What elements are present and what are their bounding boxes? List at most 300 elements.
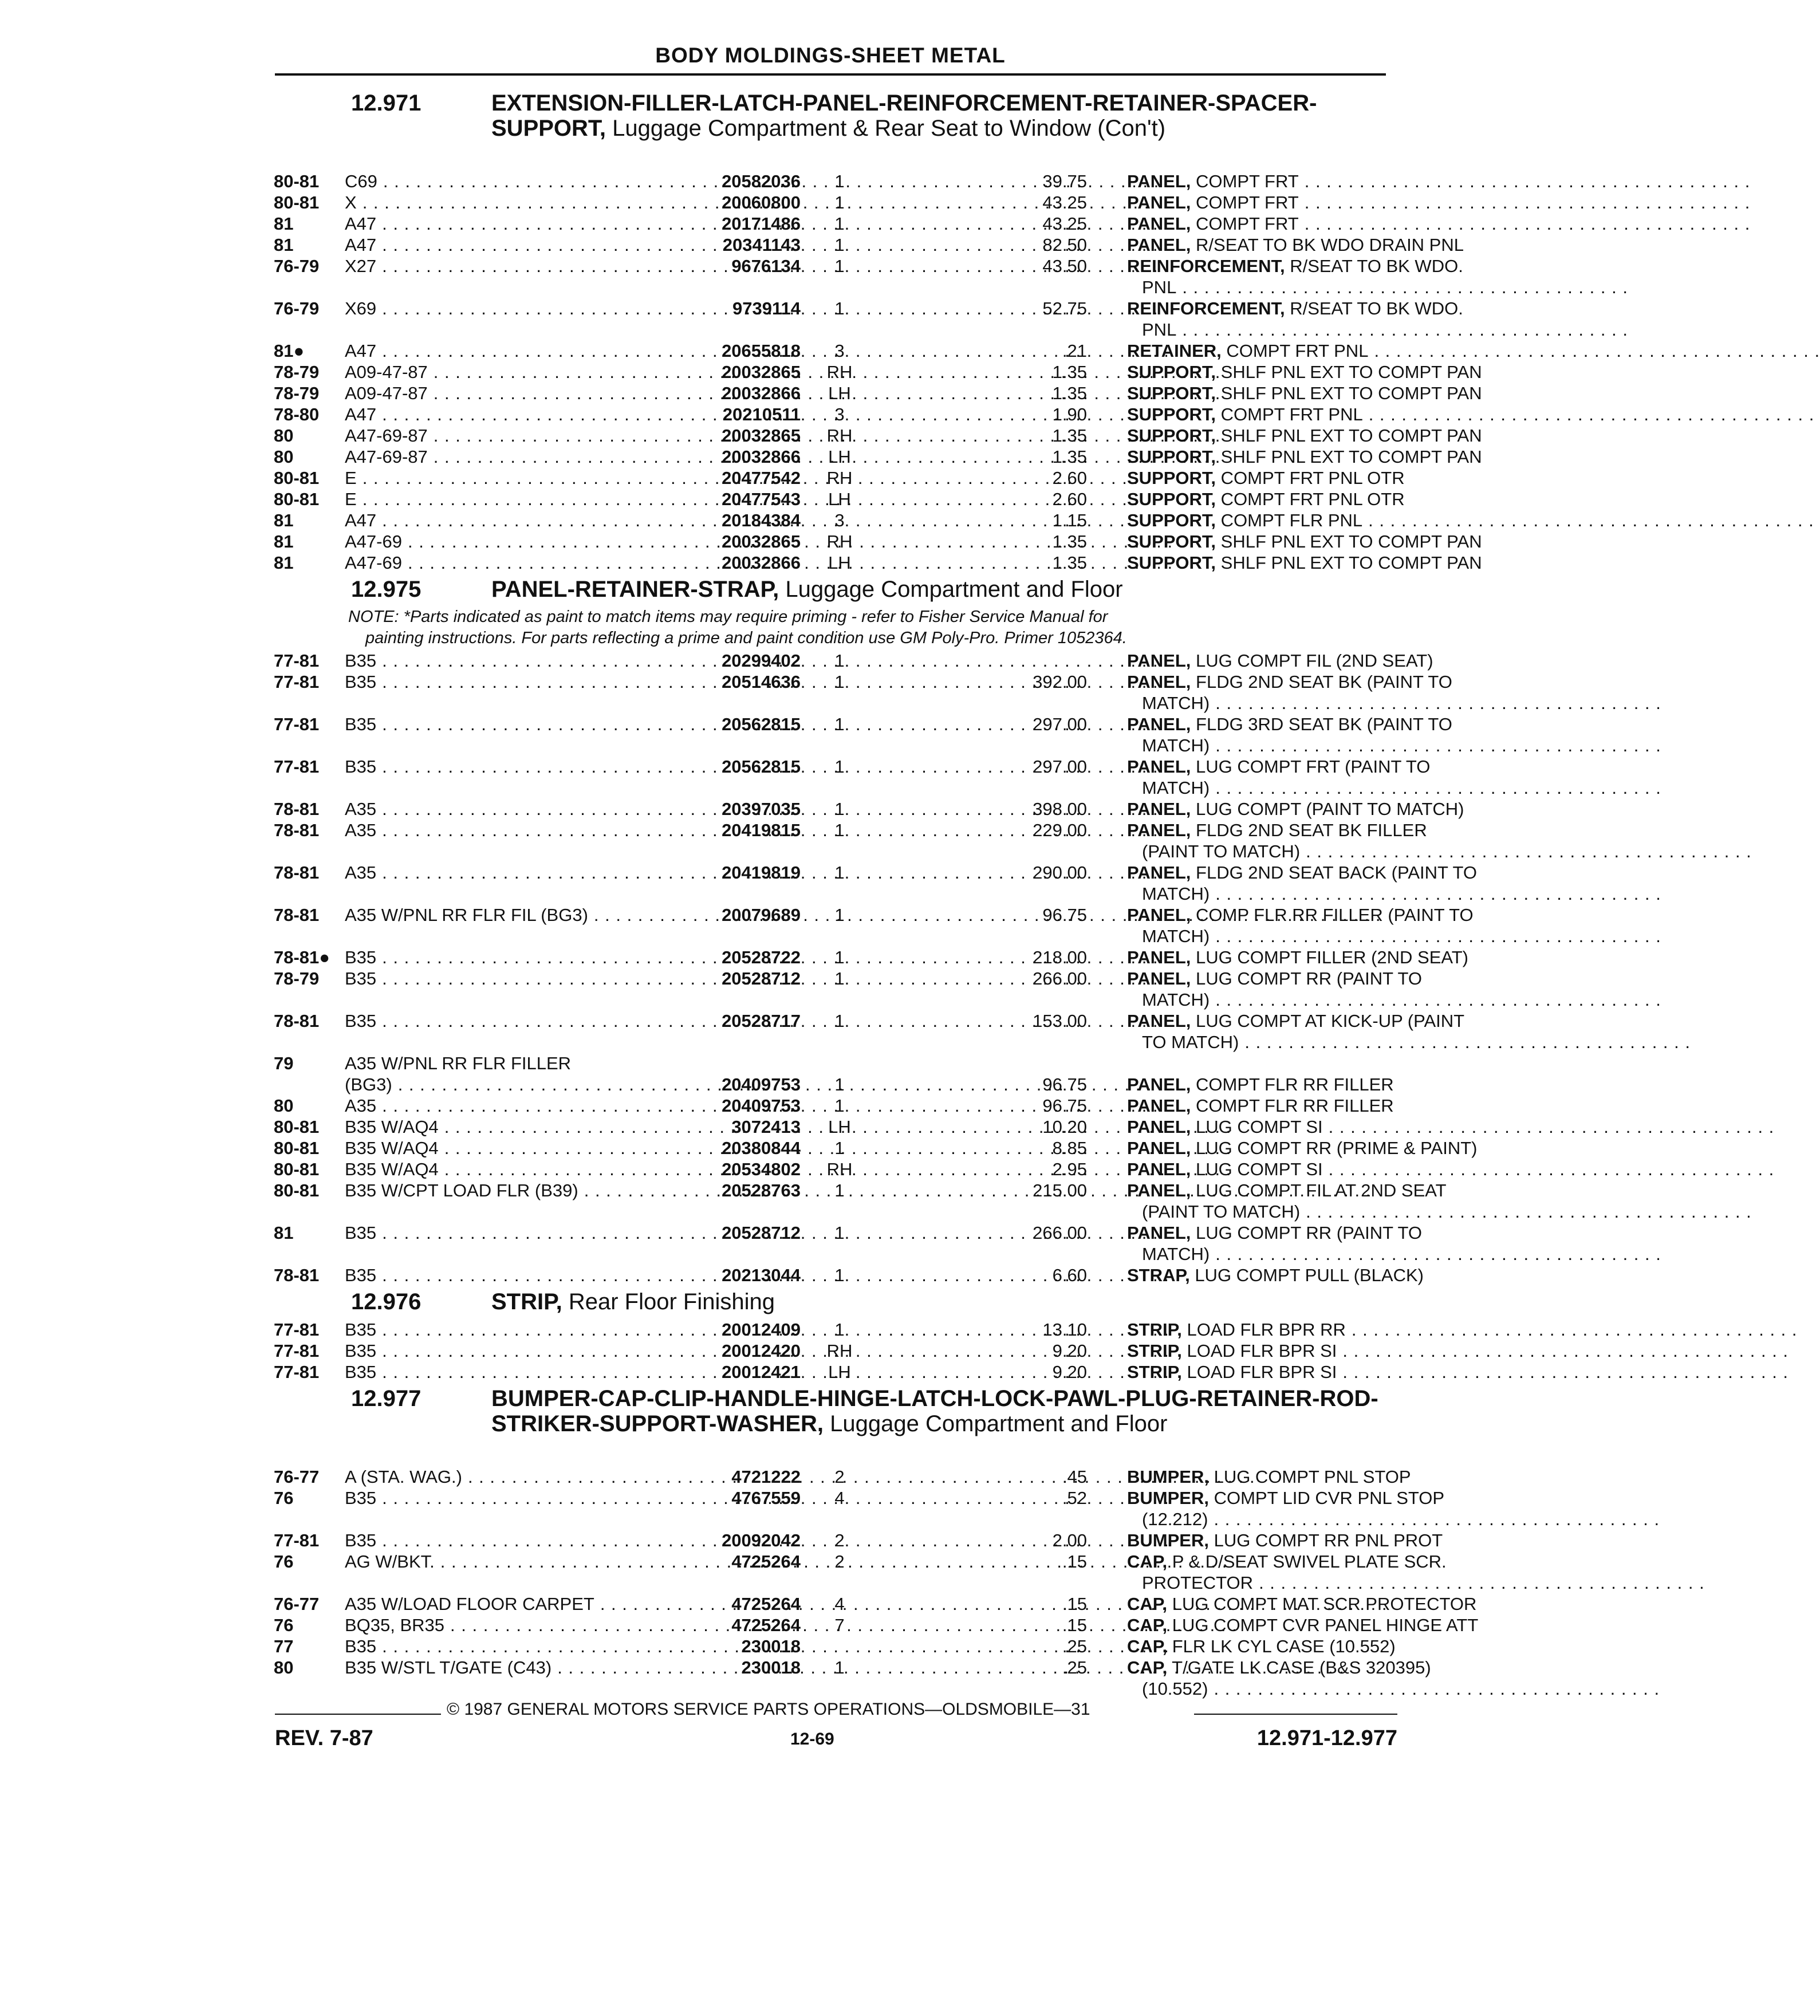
description-body: SHLF PNL EXT TO COMPT PAN [1220,553,1482,573]
parts-list [274,87,1482,1699]
description-text [1127,383,1482,404]
description-line [1127,1137,1478,1159]
leader-dots [1215,926,1661,947]
description-line [1127,255,1463,277]
description-body: COMPT FLR RR FILLER [1196,1074,1394,1094]
quantity: LH [828,383,851,403]
model-years: 80-81 [274,171,320,191]
section-range: 12.971-12.977 [1256,1726,1397,1750]
price: 290.00 [1033,863,1087,883]
quantity: 4 [834,1488,845,1508]
part-description [1127,968,1423,1010]
section-number: 12.975 [351,577,421,602]
description-keyword: SUPPORT, [1127,426,1216,446]
application-text: A (STA. WAG.) [345,1467,462,1487]
part-description [1127,1180,1447,1222]
footer-rule-left [275,1714,441,1715]
model-years: 77-81 [274,1341,320,1361]
application-text: A35 W/PNL RR FLR FIL (BG3) [345,905,588,925]
quantity: 1 [834,863,845,883]
description-line [1127,1593,1477,1615]
description-line-2 [1142,319,1390,340]
application-text: A47-69 [345,531,402,552]
description-keyword: PANEL, [1127,1117,1191,1137]
part-description [1127,234,1464,255]
part-description [1127,467,1405,489]
model-years: 81 [274,531,294,552]
price: 43.25 [1042,214,1087,234]
description-line-2 [1142,1509,1390,1530]
description-keyword: STRAP, [1127,1265,1190,1285]
application-text: A47-69-87 [345,447,428,467]
description-line [1127,298,1463,319]
part-row [274,968,1423,1010]
description-continued: TO MATCH) [1142,1032,1239,1052]
description-body: FLDG 2ND SEAT BK (PAINT TO [1196,672,1452,692]
part-description [1127,171,1390,192]
description-keyword: PANEL, [1127,947,1191,967]
part-row [274,1466,1411,1487]
part-description [1127,671,1452,713]
price: 392.00 [1033,672,1087,692]
model-years: 80-81 [274,468,320,488]
model-years: 78-79 [274,362,320,382]
price: 1.90 [1052,404,1087,424]
part-number: 20582036 [722,171,801,191]
description-body: COMPT FRT [1196,192,1299,212]
part-row [274,1636,1396,1657]
part-number: 4725264 [731,1615,801,1635]
header-rule [275,73,1386,76]
leader-dots [1259,1572,1705,1593]
description-text [1127,234,1464,255]
quantity: 4 [834,1594,845,1614]
footer-rule-right [1194,1714,1397,1715]
description-keyword: SUPPORT, [1127,468,1216,488]
description-text [1127,1530,1443,1551]
description-continued: MATCH) [1142,990,1210,1010]
description-body: SHLF PNL EXT TO COMPT PAN [1220,447,1482,467]
quantity: 1 [834,298,845,318]
part-number: 20184384 [722,510,801,530]
model-years: 81 [274,553,294,573]
description-continued: (10.552) [1142,1679,1208,1699]
application-text: A35 W/LOAD FLOOR CARPET [345,1594,594,1614]
price: 218.00 [1033,947,1087,967]
description-keyword: REINFORCEMENT, [1127,256,1285,276]
part-row [274,947,1469,968]
price: 297.00 [1033,757,1087,777]
part-description [1127,714,1452,755]
description-keyword: PANEL, [1127,672,1191,692]
quantity: LH [828,1362,851,1382]
section-number: 12.971 [351,90,421,116]
page-number: 12-69 [790,1730,834,1749]
description-body: FLDG 2ND SEAT BK FILLER [1196,820,1427,840]
part-row [274,1615,1479,1636]
quantity: RH [826,468,853,488]
description-line [1127,552,1482,573]
quantity: LH [828,553,851,573]
quantity: 1 [834,1011,845,1031]
quantity: 2 [834,1467,845,1487]
price: 1.35 [1052,426,1087,446]
part-row [274,1551,1447,1593]
part-description [1127,446,1482,467]
description-continued: MATCH) [1142,735,1210,755]
application-text: AG W/BKT. [345,1552,435,1572]
part-description [1127,1137,1478,1159]
price: 82.50 [1042,235,1087,255]
description-line-2 [1142,735,1390,756]
model-years: 78-81 [274,905,320,925]
description-text [1127,192,1299,213]
price: 1.35 [1052,447,1087,467]
model-years: 81 [274,510,294,530]
model-years: 77-81 [274,757,320,777]
description-text [1127,1340,1337,1361]
note-line: painting instructions. For parts reflecting a prime and paint condition use GM Poly-Pro. Primer 1052364. [365,629,1127,647]
description-continued: MATCH) [1142,778,1210,798]
part-description [1127,1361,1390,1383]
price: 6.60 [1052,1265,1087,1285]
description-text [1127,862,1477,883]
part-number: 20060800 [722,192,801,212]
page-header [275,44,1386,68]
price: 39.75 [1042,171,1087,191]
quantity: 1 [834,1096,845,1116]
price: 96.75 [1042,1096,1087,1116]
quantity: 1 [834,1180,845,1200]
application-text: B35 W/AQ4 [345,1117,439,1137]
section-heading [274,90,1390,171]
description-line [1127,1487,1445,1509]
description-line [1127,1074,1394,1095]
description-line [1127,1361,1390,1383]
description-line-2 [1142,841,1390,862]
part-row [274,904,1474,947]
section-title-keyword: EXTENSION-FILLER-LATCH-PANEL-REINFORCEMENT-RETAINER-SPACER-SUPPORT, [491,90,1317,141]
description-text [1127,1551,1447,1572]
description-text [1127,756,1430,777]
part-number: 20419819 [722,863,801,883]
application [345,1053,935,1074]
application-text: A47 [345,341,377,361]
section-title-rest: Luggage Compartment and Floor [779,577,1123,602]
application-text: B35 [345,672,377,692]
part-number: 230018 [741,1657,801,1678]
part-row [274,756,1431,798]
part-description [1127,862,1477,904]
description-text [1127,968,1422,989]
price: 2.00 [1052,1530,1087,1550]
model-years: 78-81 [274,820,320,840]
description-body: LUG COMPT RR PNL PROT [1214,1530,1443,1550]
price: 1.35 [1052,531,1087,552]
description-line [1127,1222,1423,1243]
description-line [1127,1657,1431,1678]
part-description [1127,1551,1447,1593]
description-keyword: SUPPORT, [1127,447,1216,467]
model-years: 78-81 [274,1011,320,1031]
description-line [1127,1636,1396,1657]
part-description [1127,1074,1394,1095]
price: .21 [1062,341,1087,361]
part-description [1127,1010,1465,1052]
application-text: B35 [345,1011,377,1031]
description-line [1127,383,1482,404]
description-body: R/SEAT TO BK WDO DRAIN PNL [1196,235,1464,255]
part-description [1127,1615,1479,1636]
description-text [1127,1319,1346,1340]
part-description [1127,904,1474,946]
part-number: 20012409 [722,1320,801,1340]
application-text: A35 [345,863,377,883]
description-text [1127,446,1482,467]
part-row [274,1116,1390,1137]
leader-dots [1306,1201,1752,1222]
part-number: 9676134 [731,256,801,276]
description-body: LUG COMPT FILLER (2ND SEAT) [1196,947,1469,967]
quantity: 1 [834,1138,845,1158]
description-text [1127,1095,1394,1116]
application [345,1636,935,1657]
quantity: RH [826,426,853,446]
application-text: (BG3) [345,1074,392,1094]
price: .25 [1062,1657,1087,1678]
description-text [1127,1636,1396,1657]
price: 2.60 [1052,468,1087,488]
quantity: 1 [834,968,845,989]
model-years: 80 [274,1096,294,1116]
part-row [274,383,1482,404]
price: 1.15 [1052,510,1087,530]
description-keyword: PANEL, [1127,1180,1191,1200]
part-number: 230018 [741,1636,801,1656]
section-heading [274,577,1390,607]
part-row [274,361,1482,383]
part-number: 20514636 [722,672,801,692]
part-number: 20528712 [722,968,801,989]
description-line-2 [1142,777,1390,798]
model-years: 80 [274,447,294,467]
description-line [1127,531,1482,552]
part-row [274,425,1482,446]
price: .15 [1062,1552,1087,1572]
part-row [274,1010,1465,1053]
part-description [1127,361,1482,383]
price: 8.85 [1052,1138,1087,1158]
part-number: 20341143 [722,235,801,255]
description-text [1127,361,1482,383]
quantity: RH [826,1159,853,1179]
description-keyword: CAP, [1127,1552,1168,1572]
description-line [1127,947,1469,968]
application-text: A35 [345,799,377,819]
description-body: LUG COMPT CVR PANEL HINGE ATT [1172,1615,1479,1635]
model-years: 78-81 [274,799,320,819]
description-text [1127,1116,1323,1137]
price: 215.00 [1033,1180,1087,1200]
description-body: LUG COMPT SI [1196,1159,1323,1179]
application-text: B35 [345,757,377,777]
description-line [1127,820,1427,841]
description-continued: PNL [1142,277,1177,297]
part-description [1127,1530,1443,1551]
part-row [274,552,1482,573]
description-body: COMPT LID CVR PNL STOP [1214,1488,1445,1508]
part-number: 20562815 [722,714,801,734]
leader-dots [1352,1319,1798,1340]
section-title-keyword: STRIP, [491,1289,562,1314]
description-keyword: STRIP, [1127,1362,1182,1382]
price: 43.50 [1042,256,1087,276]
leader-dots [1215,692,1661,714]
part-number: 20032865 [722,362,801,382]
description-line-2 [1142,692,1390,714]
description-keyword: PANEL, [1127,799,1191,819]
price: .15 [1062,1594,1087,1614]
part-description [1127,531,1482,552]
application-text: B35 W/STL T/GATE (C43) [345,1657,552,1678]
description-body: LUG COMPT (PAINT TO MATCH) [1196,799,1464,819]
description-line [1127,714,1452,735]
part-number: 20477543 [722,489,801,509]
application-text: B35 [345,714,377,734]
description-line [1127,192,1390,213]
quantity: LH [828,447,851,467]
part-number: 20299402 [722,651,801,671]
quantity: 3 [834,341,845,361]
part-number: 20534802 [722,1159,801,1179]
part-row [274,1265,1424,1286]
part-number: 20655818 [722,341,801,361]
price: 2.60 [1052,489,1087,509]
application-text: C69 [345,171,377,191]
part-number: 4725264 [731,1594,801,1614]
application-text: X [345,192,357,212]
description-keyword: PANEL, [1127,714,1191,734]
description-line [1127,1159,1390,1180]
part-number: 20528722 [722,947,801,967]
description-body: LUG COMPT MAT SCR PROTECTOR [1172,1594,1477,1614]
description-body: COMPT FRT [1196,214,1299,234]
description-keyword: PANEL, [1127,757,1191,777]
leader-dots [1342,1340,1789,1361]
description-line [1127,171,1390,192]
description-line [1127,489,1405,510]
description-text [1127,489,1405,510]
description-keyword: PANEL, [1127,235,1191,255]
description-line-2 [1142,1678,1390,1699]
quantity: LH [828,1117,851,1137]
description-body: FLDG 2ND SEAT BACK (PAINT TO [1196,863,1477,883]
model-years: 78-81● [274,947,330,967]
model-years: 76-77 [274,1467,320,1487]
price: 13.10 [1042,1320,1087,1340]
description-keyword: SUPPORT, [1127,531,1216,552]
section-title-keyword: PANEL-RETAINER-STRAP, [491,577,779,602]
part-description [1127,340,1390,361]
leader-dots [1214,1678,1660,1699]
description-body: R/SEAT TO BK WDO. [1290,256,1463,276]
model-years: 80 [274,1657,294,1678]
part-row [274,1222,1423,1265]
part-row [274,1053,1390,1074]
application-text: A35 [345,1096,377,1116]
description-text [1127,1180,1447,1201]
description-body: COMP FLR RR FILLER (PAINT TO [1196,905,1474,925]
description-text [1127,671,1452,692]
section-title-rest: Luggage Compartment and Floor [824,1411,1168,1436]
quantity: 1 [834,1265,845,1285]
description-text [1127,1074,1394,1095]
description-keyword: PANEL, [1127,192,1191,212]
price: 9.20 [1052,1362,1087,1382]
copyright-text: © 1987 GENERAL MOTORS SERVICE PARTS OPERATIONS—OLDSMOBILE—31 [447,1700,1090,1719]
price: 1.35 [1052,383,1087,403]
section-heading [274,1386,1390,1466]
description-line [1127,1010,1465,1031]
description-line [1127,213,1390,234]
description-line-2 [1142,883,1390,904]
part-number: 20012420 [722,1341,801,1361]
application-text: B35 W/CPT LOAD FLR (B39) [345,1180,578,1200]
part-number: 20012421 [722,1362,801,1382]
description-text [1127,1010,1464,1031]
quantity: 1 [834,214,845,234]
description-keyword: BUMPER, [1127,1530,1209,1550]
part-description [1127,510,1390,531]
quantity: 1 [834,235,845,255]
description-keyword: REINFORCEMENT, [1127,298,1285,318]
quantity: RH [826,531,853,552]
description-line [1127,404,1390,425]
part-row [274,234,1464,255]
description-body: FLR LK CYL CASE (10.552) [1172,1636,1396,1656]
description-body: SHLF PNL EXT TO COMPT PAN [1220,362,1482,382]
model-years: 78-81 [274,1265,320,1285]
description-keyword: PANEL, [1127,651,1191,671]
description-text [1127,904,1474,926]
part-number: 20032866 [722,553,801,573]
application-text: A47-69 [345,553,402,573]
part-description [1127,489,1405,510]
part-row [274,862,1477,904]
application-text: E [345,468,357,488]
quantity: 1 [834,905,845,925]
part-row [274,650,1433,671]
part-row [274,1319,1390,1340]
description-line [1127,1551,1447,1572]
part-description [1127,1159,1390,1180]
description-body: COMPT FRT PNL [1226,341,1369,361]
leader-dots [1182,319,1628,340]
description-continued: MATCH) [1142,884,1210,904]
description-line [1127,467,1405,489]
part-row [274,1159,1390,1180]
description-text [1127,404,1363,425]
part-description [1127,404,1390,425]
model-years: 78-80 [274,404,320,424]
part-description [1127,1340,1390,1361]
description-text [1127,1487,1444,1509]
model-years: 81 [274,1223,294,1243]
application-text: B35 W/AQ4 [345,1159,439,1179]
price: 1.35 [1052,362,1087,382]
price: 266.00 [1033,1223,1087,1243]
quantity: LH [828,489,851,509]
